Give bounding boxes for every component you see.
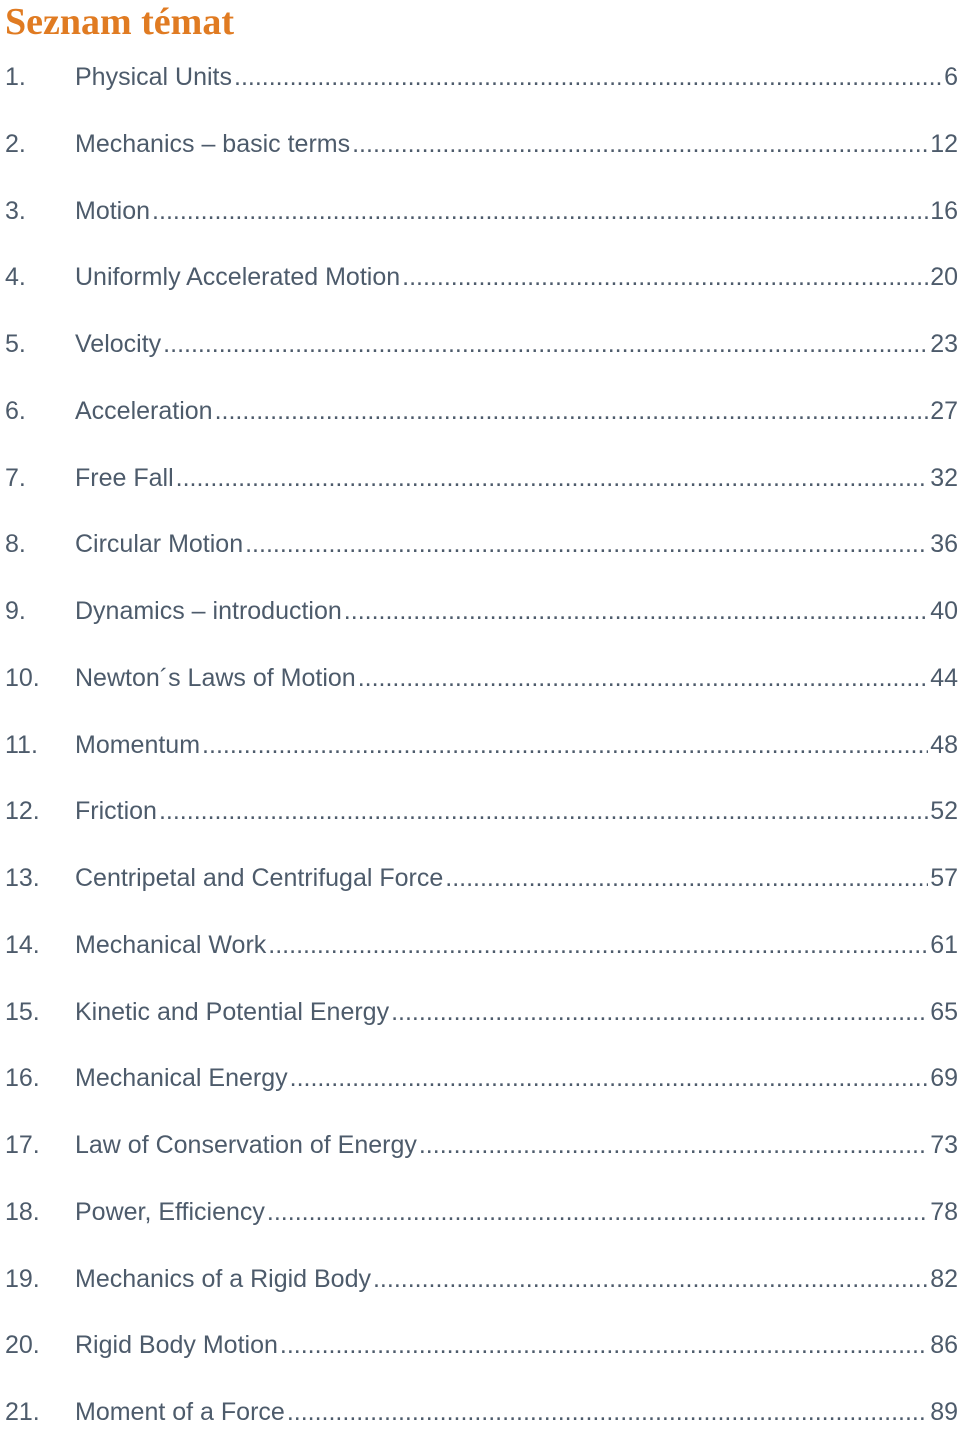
toc-entry[interactable] xyxy=(0,1379,960,1446)
toc-entry[interactable] xyxy=(0,712,960,779)
toc-entry[interactable] xyxy=(0,378,960,445)
toc-entry-label: Motion xyxy=(75,196,151,225)
toc-dot-leader xyxy=(202,730,928,760)
toc-entry-label: Velocity xyxy=(75,330,162,358)
toc-dot-leader xyxy=(234,62,942,92)
toc-entry-page: 61 xyxy=(930,930,958,959)
toc-dot-leader xyxy=(215,396,929,426)
toc-entry-page: 40 xyxy=(930,597,958,625)
toc-entry-label: Physical Units xyxy=(75,63,232,91)
toc-entry-number: 6. xyxy=(5,396,26,425)
toc-entry[interactable] xyxy=(0,311,960,378)
toc-entry[interactable] xyxy=(0,845,960,912)
toc-entry-number: 5. xyxy=(5,330,26,358)
toc-entry-number: 19. xyxy=(5,1264,40,1293)
toc-entry-page: 86 xyxy=(930,1331,958,1360)
page-title: Seznam témat xyxy=(5,1,234,43)
toc-entry-label: Free Fall xyxy=(75,463,174,492)
toc-entry-page: 57 xyxy=(930,864,958,892)
toc-dot-leader xyxy=(163,329,928,359)
toc-dot-leader xyxy=(358,663,929,693)
toc-entry-page: 6 xyxy=(944,63,958,91)
toc-entry-label: Uniformly Accelerated Motion xyxy=(75,263,401,292)
toc-entry-page: 48 xyxy=(930,730,958,759)
toc-entry-label: Mechanics of a Rigid Body xyxy=(75,1264,371,1293)
toc-entry-number: 15. xyxy=(5,997,40,1026)
toc-entry[interactable] xyxy=(0,1312,960,1379)
toc-entry[interactable] xyxy=(0,578,960,645)
toc-dot-leader xyxy=(280,1330,928,1360)
toc-entry-label: Dynamics – introduction xyxy=(75,597,342,625)
toc-entry-page: 73 xyxy=(930,1131,958,1159)
toc-dot-leader xyxy=(176,463,929,493)
toc-entry[interactable] xyxy=(0,244,960,311)
toc-entry-label: Rigid Body Motion xyxy=(75,1331,278,1360)
toc-entry[interactable] xyxy=(0,511,960,578)
toc-dot-leader xyxy=(344,596,928,626)
toc-entry[interactable] xyxy=(0,979,960,1046)
toc-entry-page: 16 xyxy=(930,196,958,225)
toc-dot-leader xyxy=(445,863,928,893)
toc-entry[interactable] xyxy=(0,1179,960,1246)
table-of-contents xyxy=(0,44,960,1446)
toc-entry[interactable] xyxy=(0,778,960,845)
toc-entry-number: 9. xyxy=(5,597,26,625)
toc-entry-page: 89 xyxy=(930,1398,958,1426)
toc-entry-number: 14. xyxy=(5,930,40,959)
toc-entry-label: Kinetic and Potential Energy xyxy=(75,997,390,1026)
toc-entry-page: 27 xyxy=(930,396,958,425)
toc-dot-leader xyxy=(290,1063,929,1093)
toc-entry-number: 8. xyxy=(5,530,26,559)
toc-dot-leader xyxy=(287,1397,928,1427)
toc-dot-leader xyxy=(419,1130,928,1160)
toc-entry-number: 4. xyxy=(5,263,26,292)
toc-entry-label: Power, Efficiency xyxy=(75,1197,265,1226)
toc-dot-leader xyxy=(352,129,928,159)
toc-entry-number: 16. xyxy=(5,1064,40,1093)
toc-entry[interactable] xyxy=(0,645,960,712)
toc-entry-label: Friction xyxy=(75,797,157,826)
toc-entry-number: 10. xyxy=(5,663,40,692)
toc-entry-page: 52 xyxy=(930,797,958,826)
toc-entry-label: Momentum xyxy=(75,730,201,759)
toc-entry-label: Law of Conservation of Energy xyxy=(75,1131,417,1159)
toc-entry-label: Centripetal and Centrifugal Force xyxy=(75,864,444,892)
toc-entry-label: Acceleration xyxy=(75,396,213,425)
toc-entry-label: Newton´s Laws of Motion xyxy=(75,663,356,692)
toc-dot-leader xyxy=(267,1197,928,1227)
toc-entry-label: Mechanical Energy xyxy=(75,1064,288,1093)
toc-entry[interactable] xyxy=(0,1246,960,1313)
toc-dot-leader xyxy=(402,262,928,292)
toc-entry-page: 20 xyxy=(930,263,958,292)
toc-entry-number: 18. xyxy=(5,1197,40,1226)
toc-entry-number: 17. xyxy=(5,1131,40,1159)
toc-entry-page: 23 xyxy=(930,330,958,358)
toc-entry-page: 78 xyxy=(930,1197,958,1226)
toc-entry[interactable] xyxy=(0,44,960,111)
toc-entry-page: 69 xyxy=(930,1064,958,1093)
toc-entry-number: 2. xyxy=(5,129,26,158)
toc-entry-page: 12 xyxy=(930,129,958,158)
toc-dot-leader xyxy=(373,1264,928,1294)
toc-entry[interactable] xyxy=(0,445,960,512)
toc-entry[interactable] xyxy=(0,1112,960,1179)
toc-entry-page: 44 xyxy=(930,663,958,692)
toc-entry-label: Mechanics – basic terms xyxy=(75,129,351,158)
toc-entry[interactable] xyxy=(0,178,960,245)
toc-entry-number: 20. xyxy=(5,1331,40,1360)
toc-entry[interactable] xyxy=(0,111,960,178)
toc-entry-number: 11. xyxy=(5,730,38,759)
toc-entry-number: 1. xyxy=(5,63,26,91)
toc-entry[interactable] xyxy=(0,912,960,979)
toc-dot-leader xyxy=(159,796,928,826)
toc-entry-page: 65 xyxy=(930,997,958,1026)
toc-entry-number: 7. xyxy=(5,463,26,492)
toc-entry-page: 82 xyxy=(930,1264,958,1293)
toc-entry-label: Circular Motion xyxy=(75,530,244,559)
toc-dot-leader xyxy=(245,529,928,559)
toc-entry[interactable] xyxy=(0,1045,960,1112)
toc-dot-leader xyxy=(268,930,928,960)
toc-entry-page: 32 xyxy=(930,463,958,492)
toc-entry-number: 21. xyxy=(5,1398,40,1426)
toc-entry-number: 3. xyxy=(5,196,26,225)
toc-entry-number: 13. xyxy=(5,864,40,892)
toc-entry-number: 12. xyxy=(5,797,40,826)
toc-entry-label: Mechanical Work xyxy=(75,930,267,959)
toc-entry-label: Moment of a Force xyxy=(75,1398,285,1426)
toc-dot-leader xyxy=(152,196,928,226)
toc-dot-leader xyxy=(391,997,928,1027)
toc-entry-page: 36 xyxy=(930,530,958,559)
